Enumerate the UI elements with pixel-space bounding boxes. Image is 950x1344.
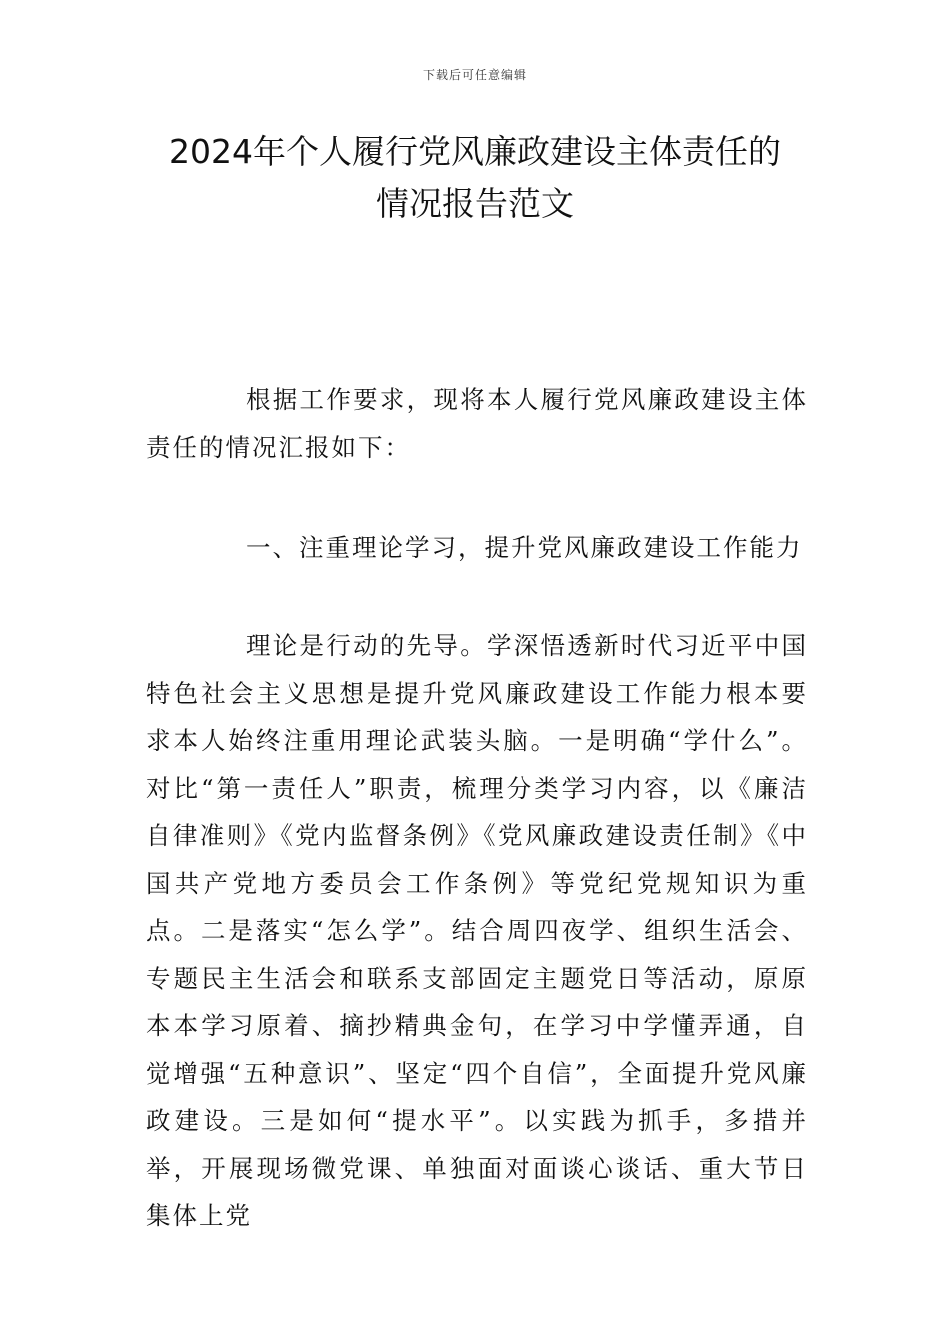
title-line-2: 情况报告范文 (376, 184, 574, 223)
section-heading: 一、注重理论学习，提升党风廉政建设工作能力 (246, 533, 803, 562)
header-note: 下载后可任意编辑 (422, 68, 527, 82)
title-line-1: 2024年个人履行党风廉政建设主体责任的 (169, 132, 781, 171)
body-paragraph: 理论是行动的先导。学深悟透新时代习近平中国特色社会主义思想是提升党风廉政建设工作能力根本要求本人始终注重用理论武装头脑。一是明确“学什么”。对比“第一责任人”职责，梳理分类学习内容，以《廉洁自律准则》《党内监督条例》《党风廉政建设责任制》《中国共产党地方委员会工作条例》等党纪党规知识为重点。二是落实“怎么学”。结合周四夜学、组织生活会、专题民主生活会和联系支部固定主题党日等活动，原原本本学习原着、摘抄精典金句，在学习中学懂弄通，自觉增强“五种意识”、坚定“四个自信”，全面提升党风廉政建设。三是如何“提水平”。以实践为抓手，多措并举，开展现场微党课、单独面对面谈心谈话、重大节日集体上党 (146, 631, 808, 1230)
intro-paragraph: 根据工作要求，现将本人履行党风廉政建设主体责任的情况汇报如下： (146, 385, 808, 462)
document-title (100, 126, 850, 230)
